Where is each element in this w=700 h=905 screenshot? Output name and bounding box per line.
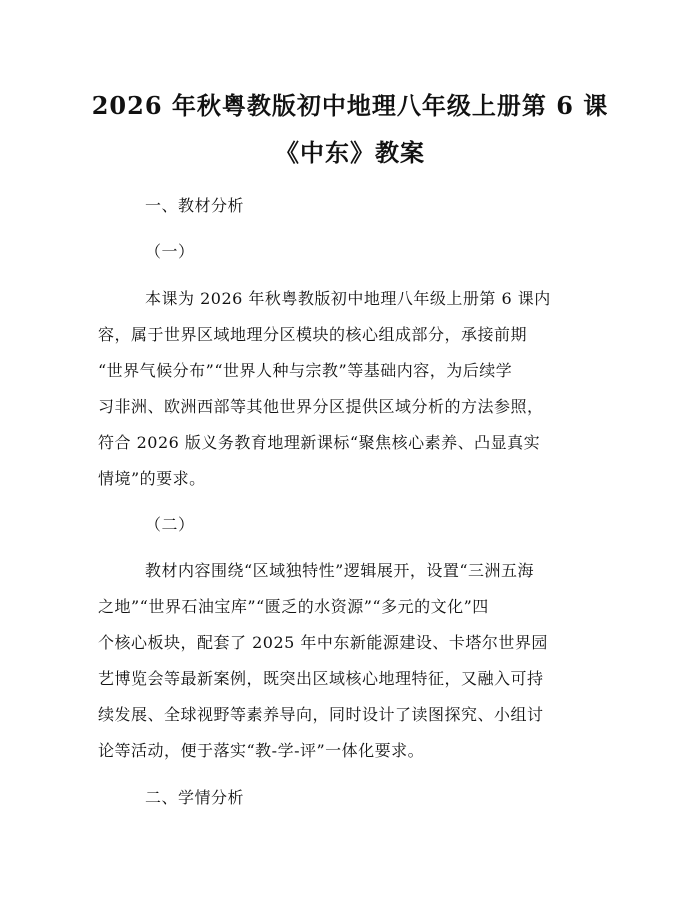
paragraph-2-line-1: 教材内容围绕“区域独特性”逻辑展开，设置“三洲五海 (145, 561, 535, 580)
paragraph-1-line-2: 容，属于世界区域地理分区模块的核心组成部分，承接前期 (98, 325, 528, 344)
section-heading-learner-analysis: 二、学情分析 (145, 788, 245, 807)
subsection-marker-1: （一） (145, 242, 195, 261)
subsection-marker-2: （二） (145, 515, 195, 534)
section-heading-textbook-analysis: 一、教材分析 (145, 196, 245, 215)
document-title-line-1: 2026 年秋粤教版初中地理八年级上册第 6 课 (91, 91, 609, 120)
document-title-line-2: 《中东》教案 (275, 138, 425, 167)
paragraph-1-line-5: 符合 2026 版义务教育地理新课标“聚焦核心素养、凸显真实 (98, 433, 541, 452)
paragraph-1-line-3: “世界气候分布”“世界人种与宗教”等基础内容，为后续学 (98, 361, 513, 380)
paragraph-1-line-4: 习非洲、欧洲西部等其他世界分区提供区域分析的方法参照， (98, 397, 544, 416)
paragraph-2-line-4: 艺博览会等最新案例，既突出区域核心地理特征，又融入可持 (98, 669, 544, 688)
paragraph-2-line-2: 之地”“世界石油宝库”“匮乏的水资源”“多元的文化”四 (98, 597, 489, 616)
paragraph-2-line-5: 续发展、全球视野等素养导向，同时设计了读图探究、小组讨 (98, 705, 544, 724)
paragraph-1-line-6: 情境”的要求。 (98, 469, 206, 488)
paragraph-1-line-1: 本课为 2026 年秋粤教版初中地理八年级上册第 6 课内 (145, 289, 551, 308)
paragraph-2-line-6: 论等活动，便于落实“教-学-评”一体化要求。 (98, 741, 425, 760)
paragraph-2-line-3: 个核心板块，配套了 2025 年中东新能源建设、卡塔尔世界园 (98, 633, 548, 652)
